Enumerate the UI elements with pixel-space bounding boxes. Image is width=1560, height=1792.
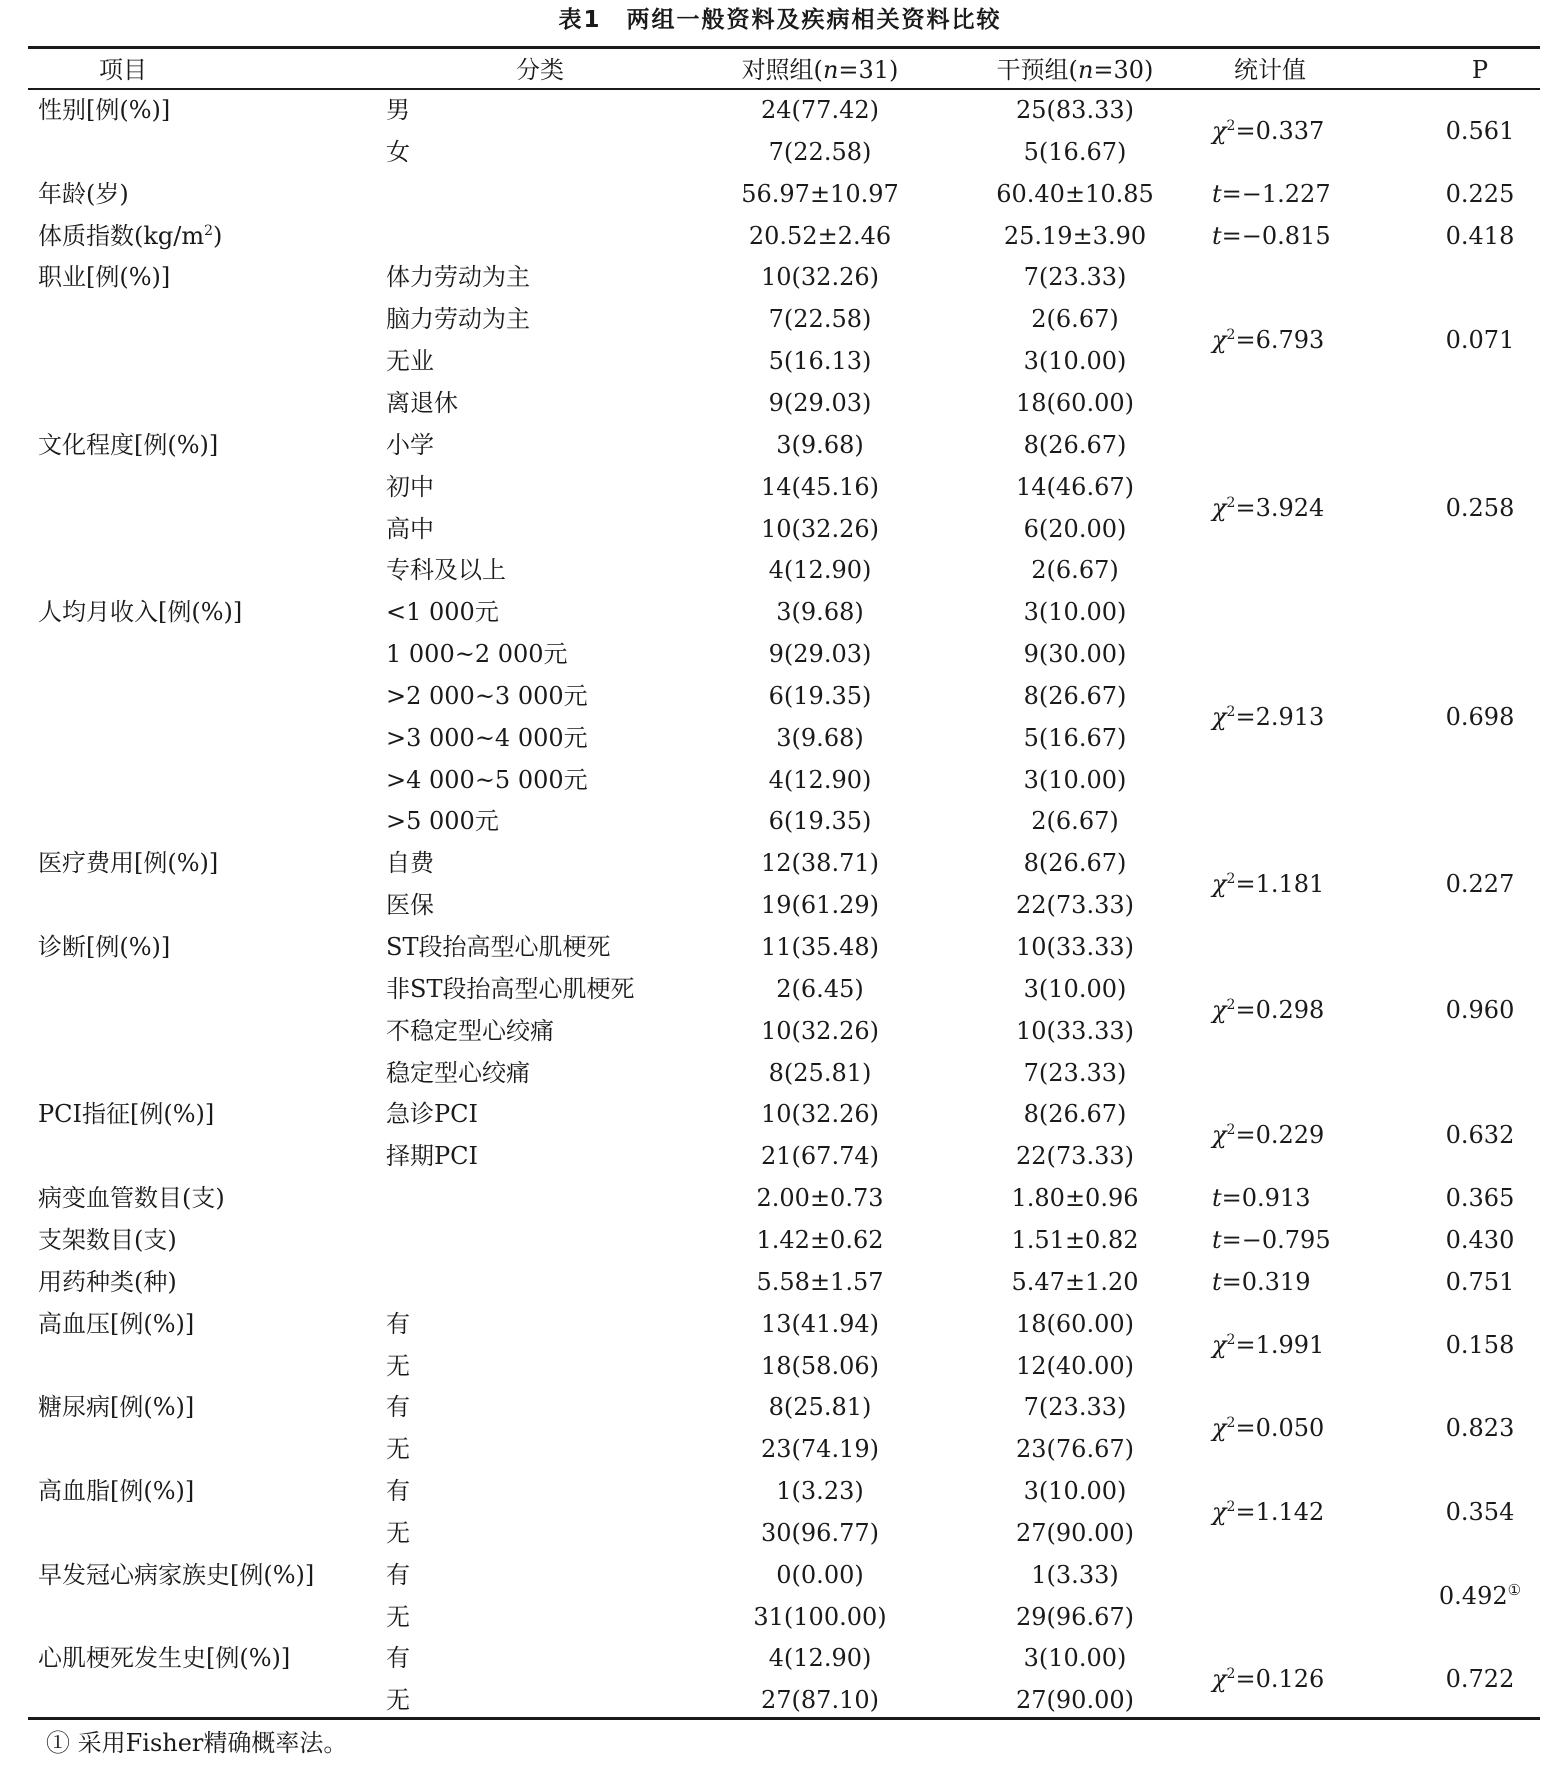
- control-group-value: 13(41.94): [761, 1309, 879, 1338]
- row-category: 1 000~2 000元: [386, 640, 568, 669]
- control-group-value: 5(16.13): [768, 347, 872, 376]
- control-group-value: 14(45.16): [761, 472, 879, 501]
- intervention-group-value: 7(23.33): [1023, 1393, 1127, 1422]
- intervention-group-value: 5(16.67): [1023, 723, 1127, 752]
- test-statistic: t=−0.815: [1212, 221, 1331, 250]
- header-p-value: P: [1471, 56, 1489, 84]
- row-category: 不稳定型心绞痛: [386, 1016, 554, 1045]
- row-category: 医保: [386, 891, 434, 920]
- row-category: 体力劳动为主: [386, 263, 530, 292]
- p-value: 0.561: [1445, 116, 1515, 145]
- test-statistic: $\chi^2=3.924$: [1212, 493, 1325, 522]
- row-category: 自费: [386, 849, 434, 878]
- row-category: 脑力劳动为主: [386, 305, 530, 334]
- intervention-group-value: 10(33.33): [1016, 933, 1134, 961]
- test-statistic: $\chi^2=6.793$: [1212, 326, 1325, 355]
- row-category: 有: [386, 1393, 410, 1422]
- row-item-label: 高血压[例(%)]: [38, 1309, 195, 1338]
- row-category: >5 000元: [386, 807, 499, 836]
- control-group-value: 8(25.81): [768, 1058, 872, 1087]
- intervention-group-value: 8(26.67): [1023, 1100, 1127, 1129]
- control-group-value: 5.58±1.57: [756, 1267, 884, 1296]
- intervention-group-value: 25.19±3.90: [1003, 221, 1147, 250]
- control-group-value: 10(32.26): [761, 1100, 879, 1129]
- p-value: 0.823: [1445, 1414, 1515, 1443]
- intervention-group-value: 3(10.00): [1023, 974, 1127, 1003]
- intervention-group-value: 10(33.33): [1016, 1016, 1134, 1045]
- intervention-group-value: 23(76.67): [1016, 1435, 1134, 1464]
- p-value: 0.258: [1445, 493, 1515, 522]
- table-top-rule: [28, 46, 1540, 49]
- row-category: 无业: [386, 347, 434, 376]
- row-item-label: 文化程度[例(%)]: [38, 430, 219, 459]
- row-category: 小学: [386, 430, 434, 459]
- intervention-group-value: 14(46.67): [1016, 472, 1134, 501]
- intervention-group-value: 3(10.00): [1023, 1644, 1127, 1673]
- row-item-label: PCI指征[例(%)]: [38, 1100, 215, 1129]
- control-group-value: 6(19.35): [768, 807, 872, 836]
- row-item-label: 支架数目(支): [38, 1225, 177, 1254]
- row-category: >4 000~5 000元: [386, 765, 588, 794]
- row-category: ST段抬高型心肌梗死: [386, 933, 611, 961]
- intervention-group-value: 8(26.67): [1023, 849, 1127, 878]
- control-group-value: 21(67.74): [761, 1142, 879, 1171]
- row-item-label: 职业[例(%)]: [38, 263, 171, 292]
- intervention-group-value: 22(73.33): [1016, 1142, 1134, 1171]
- control-group-value: 24(77.42): [761, 96, 879, 124]
- control-group-value: 10(32.26): [761, 263, 879, 292]
- control-group-value: 56.97±10.97: [741, 179, 899, 208]
- row-category: 有: [386, 1644, 410, 1673]
- test-statistic: $\chi^2=1.142$: [1212, 1497, 1325, 1526]
- control-group-value: 9(29.03): [768, 388, 872, 417]
- row-category: 无: [386, 1686, 410, 1715]
- row-category: 无: [386, 1602, 410, 1631]
- control-group-value: 4(12.90): [768, 556, 872, 585]
- control-group-value: 0(0.00): [776, 1560, 864, 1589]
- control-group-value: 12(38.71): [761, 849, 879, 878]
- row-item-label: 性别[例(%)]: [38, 96, 171, 124]
- test-statistic: $\chi^2=1.181$: [1212, 870, 1325, 899]
- intervention-group-value: 9(30.00): [1023, 640, 1127, 669]
- intervention-group-value: 60.40±10.85: [996, 179, 1154, 208]
- intervention-group-value: 2(6.67): [1031, 556, 1119, 585]
- row-item-label: 用药种类(种): [38, 1267, 177, 1296]
- intervention-group-value: 12(40.00): [1016, 1351, 1134, 1380]
- intervention-group-value: 8(26.67): [1023, 430, 1127, 459]
- row-item-label: 病变血管数目(支): [38, 1184, 225, 1213]
- row-category: 择期PCI: [386, 1142, 478, 1171]
- table-footnote: ① 采用Fisher精确概率法。: [46, 1729, 348, 1757]
- row-category: 专科及以上: [386, 556, 506, 585]
- p-value: 0.227: [1445, 870, 1515, 899]
- intervention-group-value: 22(73.33): [1016, 891, 1134, 920]
- table-title: 表1 两组一般资料及疾病相关资料比较: [558, 7, 1002, 33]
- p-value: 0.071: [1445, 326, 1515, 355]
- p-value: 0.632: [1445, 1121, 1515, 1150]
- control-group-value: 3(9.68): [776, 430, 864, 459]
- intervention-group-value: 2(6.67): [1031, 807, 1119, 836]
- row-category: 有: [386, 1560, 410, 1589]
- row-category: 急诊PCI: [386, 1100, 478, 1129]
- row-item-label: 诊断[例(%)]: [38, 933, 171, 961]
- control-group-value: 11(35.48): [761, 933, 879, 961]
- row-category: 非ST段抬高型心肌梗死: [386, 974, 635, 1003]
- control-group-value: 3(9.68): [776, 598, 864, 627]
- p-value: 0.751: [1445, 1267, 1515, 1296]
- intervention-group-value: 5.47±1.20: [1011, 1267, 1139, 1296]
- row-category: 初中: [386, 472, 434, 501]
- control-group-value: 4(12.90): [768, 765, 872, 794]
- control-group-value: 27(87.10): [761, 1686, 879, 1715]
- intervention-group-value: 3(10.00): [1023, 1477, 1127, 1506]
- intervention-group-value: 18(60.00): [1016, 1309, 1134, 1338]
- header-intervention-group: 干预组(n=30): [996, 56, 1154, 84]
- intervention-group-value: 27(90.00): [1016, 1686, 1134, 1715]
- control-group-value: 1.42±0.62: [756, 1225, 884, 1254]
- row-category: 女: [386, 137, 410, 166]
- row-item-label: 高血脂[例(%)]: [38, 1477, 195, 1506]
- p-value: 0.698: [1445, 702, 1515, 731]
- row-category: 有: [386, 1477, 410, 1506]
- intervention-group-value: 1(3.33): [1031, 1560, 1119, 1589]
- test-statistic: $\chi^2=0.298$: [1212, 995, 1325, 1024]
- control-group-value: 30(96.77): [761, 1518, 879, 1547]
- test-statistic: t=0.913: [1212, 1184, 1311, 1213]
- p-value: 0.430: [1445, 1225, 1515, 1254]
- p-value: 0.418: [1445, 221, 1515, 250]
- control-group-value: 10(32.26): [761, 1016, 879, 1045]
- row-category: <1 000元: [386, 598, 499, 627]
- row-category: 稳定型心绞痛: [386, 1058, 530, 1087]
- test-statistic: $\chi^2=0.126$: [1212, 1665, 1325, 1694]
- row-category: 无: [386, 1351, 410, 1380]
- row-item-label: 心肌梗死发生史[例(%)]: [38, 1644, 291, 1673]
- table-bottom-rule: [28, 1717, 1540, 1720]
- row-category: >2 000~3 000元: [386, 681, 588, 710]
- row-item-label: 医疗费用[例(%)]: [38, 849, 219, 878]
- control-group-value: 2(6.45): [776, 974, 864, 1003]
- p-value: 0.960: [1445, 995, 1515, 1024]
- row-item-label: 年龄(岁): [38, 179, 129, 208]
- intervention-group-value: 8(26.67): [1023, 681, 1127, 710]
- control-group-value: 6(19.35): [768, 681, 872, 710]
- intervention-group-value: 18(60.00): [1016, 388, 1134, 417]
- control-group-value: 9(29.03): [768, 640, 872, 669]
- control-group-value: 4(12.90): [768, 1644, 872, 1673]
- p-value: 0.158: [1445, 1330, 1515, 1359]
- intervention-group-value: 3(10.00): [1023, 598, 1127, 627]
- control-group-value: 20.52±2.46: [748, 221, 892, 250]
- test-statistic: $\chi^2=0.050$: [1212, 1414, 1325, 1443]
- control-group-value: 19(61.29): [761, 891, 879, 920]
- p-value: 0.365: [1445, 1184, 1515, 1213]
- header-category: 分类: [516, 56, 564, 84]
- intervention-group-value: 27(90.00): [1016, 1518, 1134, 1547]
- row-category: 无: [386, 1435, 410, 1464]
- intervention-group-value: 29(96.67): [1016, 1602, 1134, 1631]
- intervention-group-value: 6(20.00): [1023, 514, 1127, 543]
- control-group-value: 7(22.58): [768, 137, 872, 166]
- control-group-value: 1(3.23): [776, 1477, 864, 1506]
- test-statistic: t=−1.227: [1212, 179, 1331, 208]
- intervention-group-value: 1.80±0.96: [1011, 1184, 1139, 1213]
- control-group-value: 18(58.06): [761, 1351, 879, 1380]
- control-group-value: 10(32.26): [761, 514, 879, 543]
- test-statistic: $\chi^2=0.229$: [1212, 1121, 1325, 1150]
- intervention-group-value: 2(6.67): [1031, 305, 1119, 334]
- control-group-value: 23(74.19): [761, 1435, 879, 1464]
- p-value: 0.354: [1445, 1497, 1515, 1526]
- control-group-value: 3(9.68): [776, 723, 864, 752]
- control-group-value: 2.00±0.73: [756, 1184, 884, 1213]
- intervention-group-value: 3(10.00): [1023, 347, 1127, 376]
- control-group-value: 8(25.81): [768, 1393, 872, 1422]
- intervention-group-value: 1.51±0.82: [1011, 1225, 1139, 1254]
- control-group-value: 7(22.58): [768, 305, 872, 334]
- p-value: 0.225: [1445, 179, 1515, 208]
- intervention-group-value: 25(83.33): [1016, 96, 1134, 124]
- test-statistic: $\chi^2=2.913$: [1212, 702, 1325, 731]
- test-statistic: $\chi^2=1.991$: [1212, 1330, 1325, 1359]
- header-control-group: 对照组(n=31): [741, 56, 899, 84]
- test-statistic: t=0.319: [1212, 1267, 1311, 1296]
- row-category: 男: [386, 96, 410, 124]
- row-category: >3 000~4 000元: [386, 723, 588, 752]
- p-value: 0.722: [1445, 1665, 1515, 1694]
- row-category: 离退休: [386, 388, 458, 417]
- header-statistic: 统计值: [1234, 56, 1306, 84]
- test-statistic: $\chi^2=0.337$: [1212, 116, 1325, 145]
- test-statistic: t=−0.795: [1212, 1225, 1331, 1254]
- intervention-group-value: 7(23.33): [1023, 1058, 1127, 1087]
- row-category: 无: [386, 1518, 410, 1547]
- row-item-label: 体质指数$(kg/m^2)$: [38, 221, 223, 250]
- row-item-label: 糖尿病[例(%)]: [38, 1393, 195, 1422]
- header-item: 项目: [99, 56, 147, 84]
- table-header-rule: [28, 88, 1540, 90]
- intervention-group-value: 3(10.00): [1023, 765, 1127, 794]
- intervention-group-value: 5(16.67): [1023, 137, 1127, 166]
- row-category: 有: [386, 1309, 410, 1338]
- control-group-value: 31(100.00): [753, 1602, 887, 1631]
- row-item-label: 早发冠心病家族史[例(%)]: [38, 1560, 315, 1589]
- intervention-group-value: 7(23.33): [1023, 263, 1127, 292]
- row-category: 高中: [386, 514, 434, 543]
- p-value: 0.492①: [1438, 1580, 1522, 1610]
- row-item-label: 人均月收入[例(%)]: [38, 598, 243, 627]
